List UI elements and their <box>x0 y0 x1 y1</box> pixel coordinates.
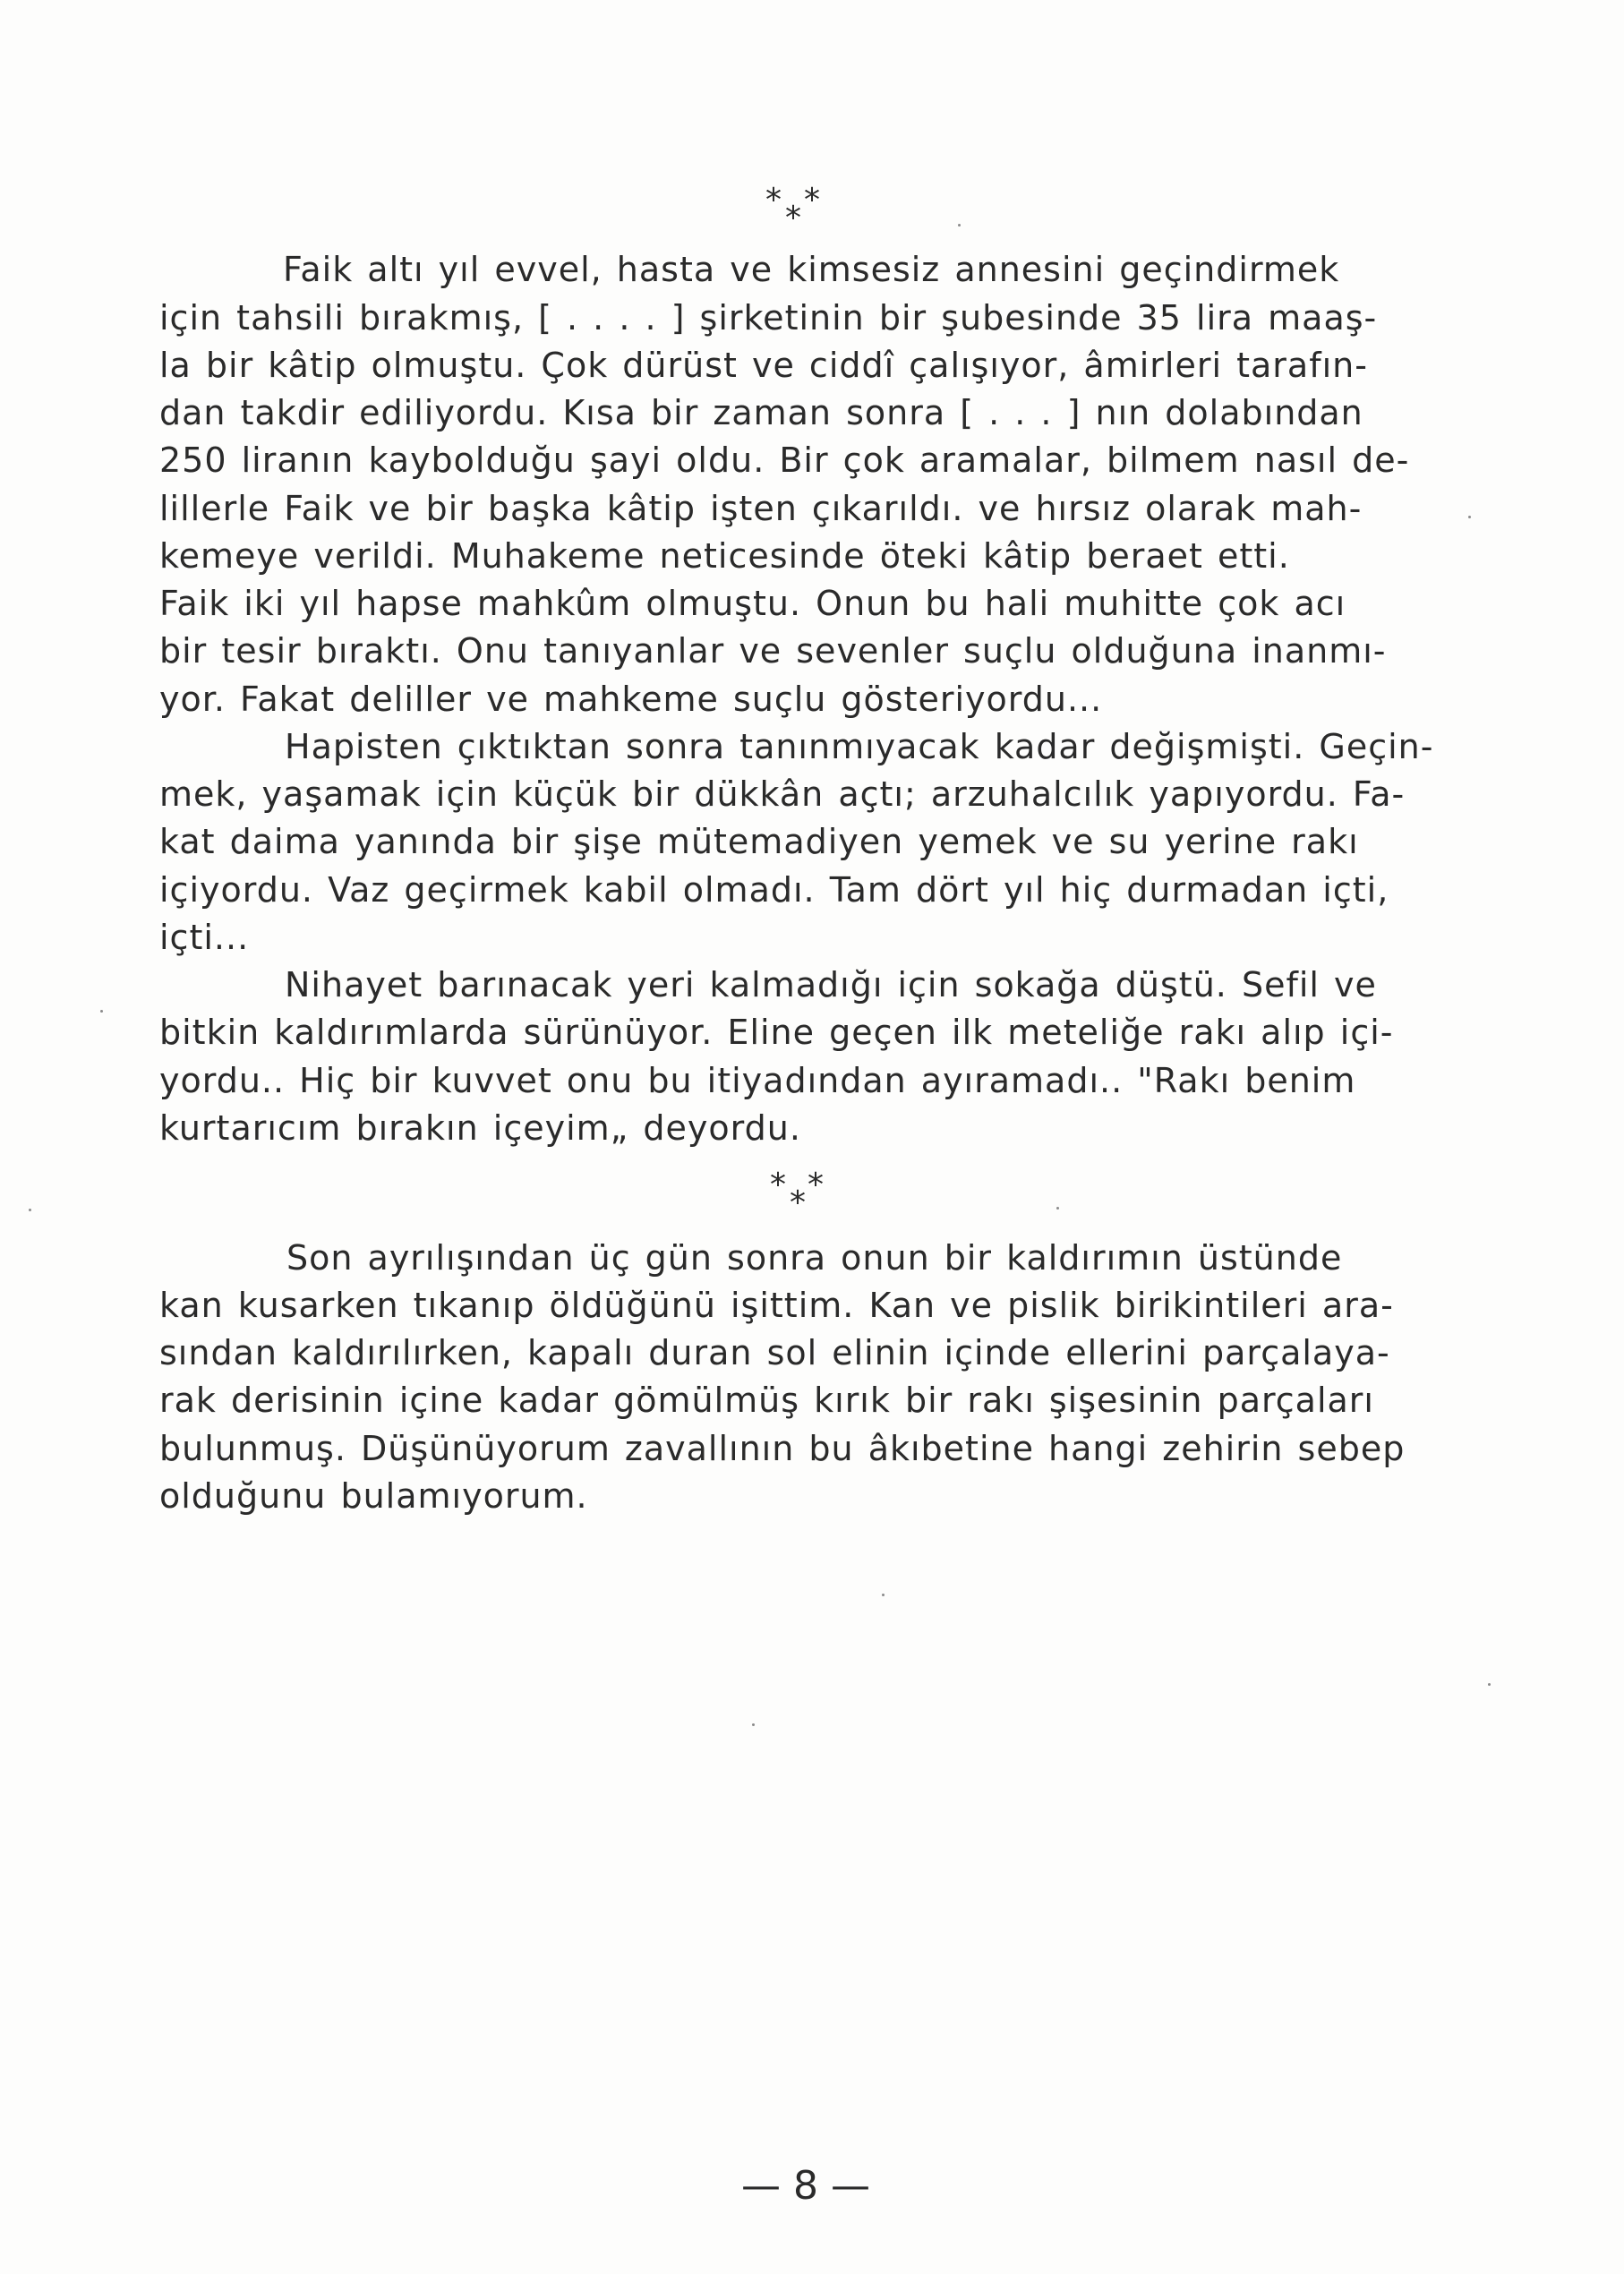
text-line: sından kaldırılırken, kapalı duran sol elinin içinde ellerini parçalaya- <box>159 1333 1390 1372</box>
text-line: Nihayet barınacak yeri kalmadığı için sokağa düştü. Sefil ve <box>285 965 1377 1004</box>
text-line: rak derisinin içine kadar gömülmüş kırık bir rakı şişesinin parçaları <box>159 1381 1374 1420</box>
divider-star: * <box>804 182 820 218</box>
text-line: Hapisten çıktıktan sonra tanınmıyacak kadar değişmişti. Geçin- <box>285 727 1434 766</box>
divider-star: * <box>785 200 801 236</box>
scan-speck <box>100 1010 103 1013</box>
scan-speck <box>1468 516 1471 518</box>
text-line: kan kusarken tıkanıp öldüğünü işittim. Kan ve pislik birikintileri ara- <box>159 1286 1394 1325</box>
text-line: içti... <box>159 918 250 957</box>
divider-star: * <box>808 1167 824 1203</box>
text-line: kemeye verildi. Muhakeme neticesinde öteki kâtip beraet etti. <box>159 536 1290 576</box>
text-line: bulunmuş. Düşünüyorum zavallının bu âkıbetine hangi zehirin sebep <box>159 1429 1406 1468</box>
text-line: Faik iki yıl hapse mahkûm olmuştu. Onun bu hali muhitte çok acı <box>159 584 1346 623</box>
page-number: — 8 — <box>741 2163 870 2209</box>
scan-speck <box>29 1209 31 1211</box>
text-line: bir tesir bıraktı. Onu tanıyanlar ve sevenler suçlu olduğuna inanmı- <box>159 631 1387 671</box>
divider-star: * <box>770 1167 786 1203</box>
scan-speck <box>882 1594 885 1596</box>
scan-speck <box>1488 1683 1491 1686</box>
text-line: 250 liranın kaybolduğu şayi oldu. Bir çok aramalar, bilmem nasıl de- <box>159 440 1410 480</box>
divider-star: * <box>790 1184 806 1221</box>
text-line: yor. Fakat deliller ve mahkeme suçlu gösteriyordu... <box>159 680 1103 719</box>
text-line: bitkin kaldırımlarda sürünüyor. Eline geçen ilk meteliğe rakı alıp içi- <box>159 1013 1394 1052</box>
text-line: için tahsili bırakmış, [ . . . . ] şirketinin bir şubesinde 35 lira maaş- <box>159 298 1378 338</box>
scan-speck <box>958 224 961 227</box>
text-line: mek, yaşamak için küçük bir dükkân açtı; arzuhalcılık yapıyordu. Fa- <box>159 774 1406 814</box>
text-line: içiyordu. Vaz geçirmek kabil olmadı. Tam dört yıl hiç durmadan içti, <box>159 870 1389 910</box>
text-line: Faik altı yıl evvel, hasta ve kimsesiz annesini geçindirmek <box>283 250 1340 289</box>
scan-speck <box>1056 1207 1059 1210</box>
scan-speck <box>752 1723 755 1726</box>
text-line: kat daima yanında bir şişe mütemadiyen yemek ve su yerine rakı <box>159 822 1359 861</box>
divider-star: * <box>765 182 782 218</box>
text-line: Son ayrılışından üç gün sonra onun bir kaldırımın üstünde <box>286 1238 1343 1278</box>
text-line: olduğunu bulamıyorum. <box>159 1476 588 1516</box>
text-line: kurtarıcım bırakın içeyim„ deyordu. <box>159 1108 801 1148</box>
text-line: lillerle Faik ve bir başka kâtip işten çıkarıldı. ve hırsız olarak mah- <box>159 489 1363 528</box>
text-line: dan takdir ediliyordu. Kısa bir zaman sonra [ . . . ] nın dolabından <box>159 393 1363 432</box>
text-line: la bir kâtip olmuştu. Çok dürüst ve ciddî çalışıyor, âmirleri tarafın- <box>159 346 1368 385</box>
text-line: yordu.. Hiç bir kuvvet onu bu itiyadından ayıramadı.. "Rakı benim <box>159 1061 1356 1100</box>
